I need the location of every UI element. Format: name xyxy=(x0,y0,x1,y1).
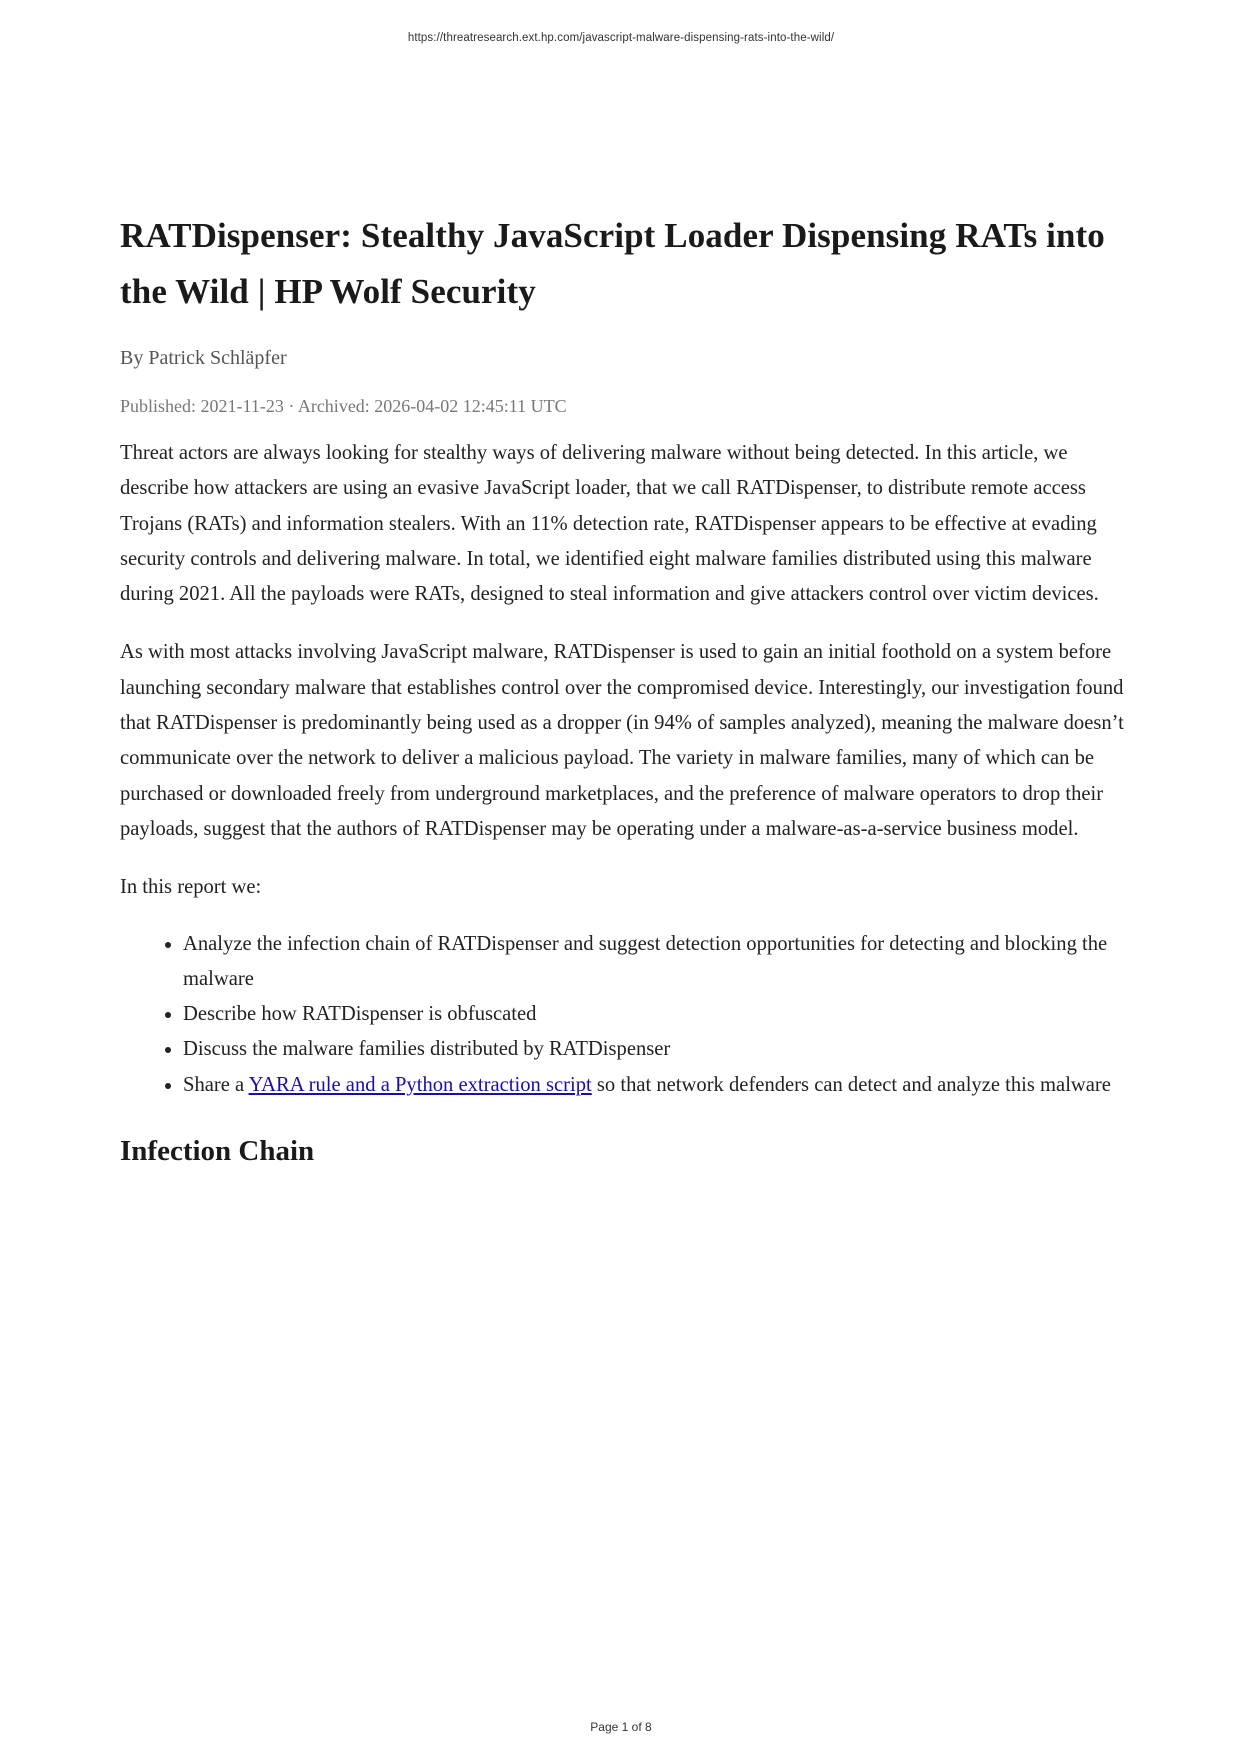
article-content xyxy=(120,208,1130,1169)
report-bullet-list xyxy=(120,927,1130,1103)
bullet-item-infection-chain: • Analyze the infection chain of RATDispenser and suggest detection opportunities for detecting and blocking the malware xyxy=(183,927,1130,998)
bullet-link-suffix: so that network defenders can detect and analyze this malware xyxy=(591,1073,1111,1096)
section-heading-infection-chain: Infection Chain xyxy=(120,1135,315,1168)
article-byline: By Patrick Schläpfer xyxy=(120,347,287,369)
intro-paragraph: Threat actors are always looking for stealthy ways of delivering malware without being detected. In this article, we describe how attackers are using an evasive JavaScript loader, that we call RATDispenser, to distribute remote access Trojans (RATs) and information stealers. With an 11% detection rate, RATDispenser appears to be effective at evading security controls and delivering malware. In total, we identified eight malware families distributed using this malware during 2021. All the payloads were RATs, designed to steal information and give attackers control over victim devices. xyxy=(120,442,1099,606)
bullet-item-yara-share xyxy=(183,1068,1130,1103)
article-dates: Published: 2021-11-23 · Archived: 2026-04-02 12:45:11 UTC xyxy=(120,396,567,416)
page-url-header: https://threatresearch.ext.hp.com/javascript-malware-dispensing-rats-into-the-wild/ xyxy=(407,32,835,44)
bullet-item-obfuscation: • Describe how RATDispenser is obfuscated xyxy=(183,997,1130,1032)
body-paragraph: As with most attacks involving JavaScript malware, RATDispenser is used to gain an initial foothold on a system before launching secondary malware that establishes control over the compromised device. Interestingly, our investigation found that RATDispenser is predominantly being used as a dropper (in 94% of samples analyzed), meaning the malware doesn’t communicate over the network to deliver a malicious payload. The variety in malware families, many of which can be purchased or downloaded freely from underground marketplaces, and the preference of malware operators to drop their payloads, suggest that the authors of RATDispenser may be operating under a malware-as-a-service business model. xyxy=(120,641,1124,840)
bullet-item-malware-families: • Discuss the malware families distributed by RATDispenser xyxy=(183,1032,1130,1067)
article-title: RATDispenser: Stealthy JavaScript Loader Dispensing RATs into the Wild | HP Wolf Security xyxy=(120,216,1105,311)
page-number-footer: Page 1 of 8 xyxy=(590,1720,652,1734)
bullet-link-prefix: Share a xyxy=(183,1073,249,1096)
yara-python-script-link[interactable]: YARA rule and a Python extraction script xyxy=(248,1073,592,1096)
report-intro-paragraph: In this report we: xyxy=(120,876,262,899)
